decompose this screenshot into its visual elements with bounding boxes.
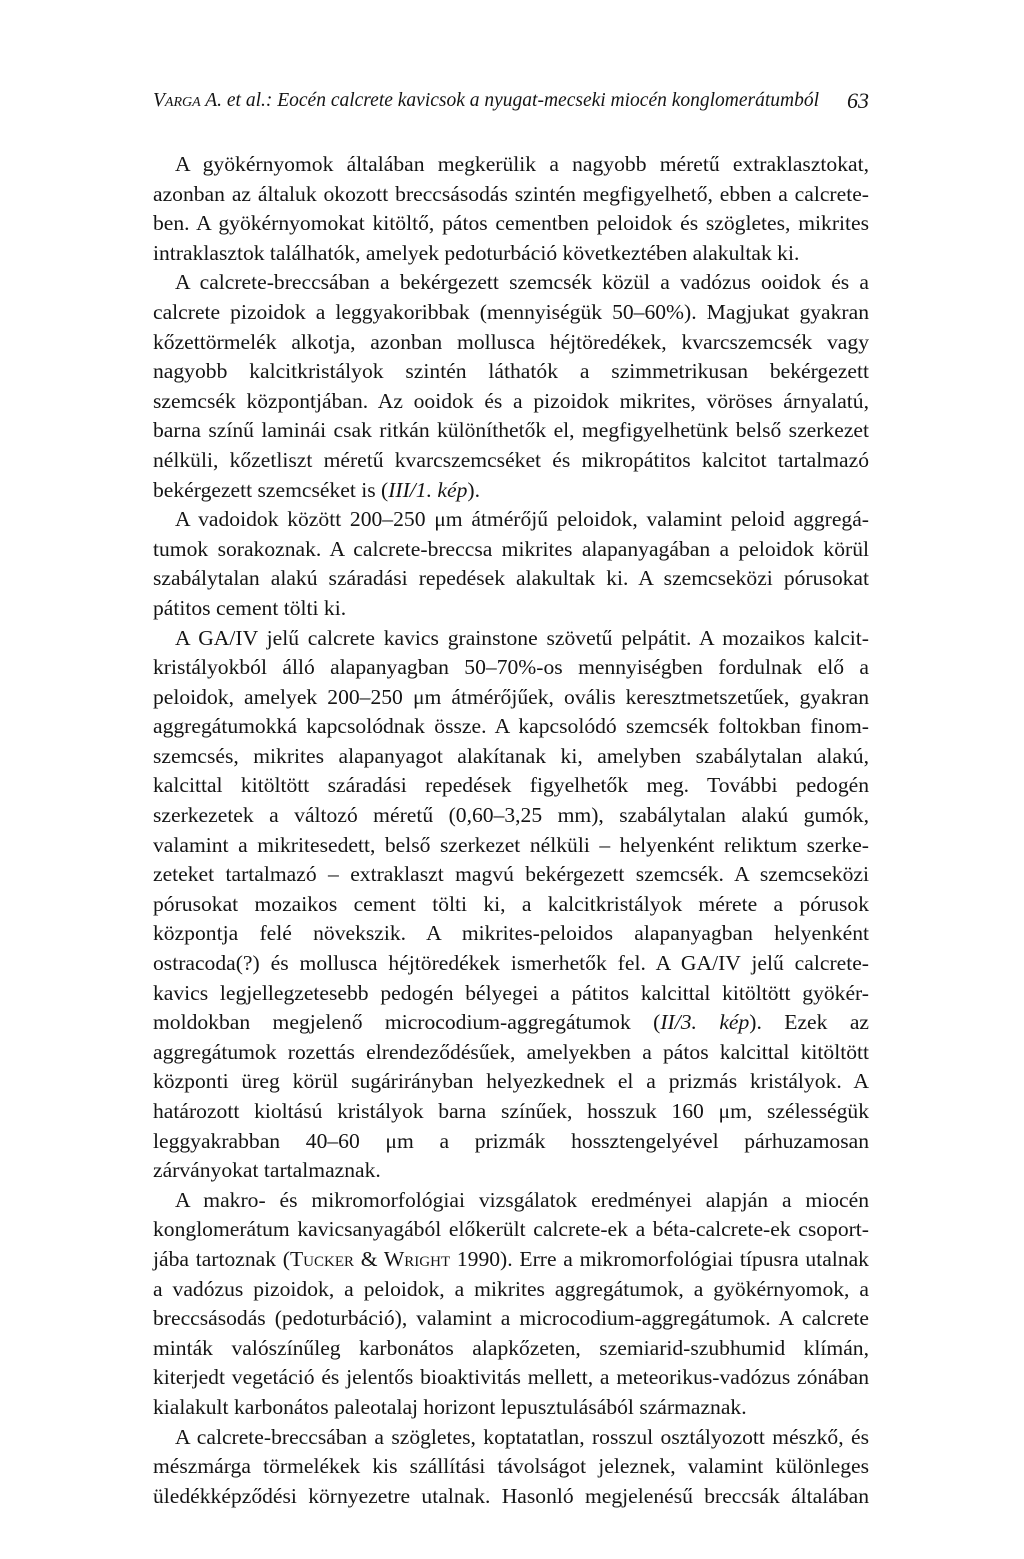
paragraph [153, 624, 869, 1186]
running-head-title: et al.: Eocén calcrete kavicsok a nyugat-mecseki miocén konglomerátumból [222, 90, 820, 111]
text-line: calcrete pizoidok a leggyakoribbak (mennyiségük 50–60%). Magjukat gyakran [153, 299, 869, 324]
text-line: leggyakrabban 40–60 μm a prizmák hossztengelyével párhuzamosan [153, 1128, 869, 1153]
text-line: intraklasztok találhatók, amelyek pedoturbáció következtében alakultak ki. [153, 240, 800, 265]
text-line: aggregátumokká kapcsolódnak össze. A kapcsolódó szemcsék foltokban finom- [153, 714, 869, 739]
text-line: kiterjedt vegetáció és jelentős bioaktivitás mellett, a meteorikus-vadózus zónában [153, 1365, 869, 1390]
text-line: üledékképződési környezetre utalnak. Hasonló megjelenésű breccsák általában [153, 1483, 869, 1508]
text-line: szerkezetek a változó méretű (0,60–3,25 mm), szabálytalan alakú gumók, [153, 803, 869, 828]
text-line: tumok sorakoznak. A calcrete-breccsa mikrites alapanyagában a peloidok körül [153, 536, 869, 561]
text-line: A calcrete-breccsában a bekérgezett szemcsék közül a vadózus ooidok és a [175, 270, 869, 295]
body-text [153, 150, 869, 1511]
text-line: breccsásodás (pedoturbáció), valamint a microcodium-aggregátumok. A calcrete [153, 1306, 869, 1331]
text-line: kőzettörmelék alkotja, azonban mollusca héjtöredékek, kvarcszemcsék vagy [153, 329, 869, 354]
text-line: konglomerátum kavicsanyagából előkerült calcrete-ek a béta-calcrete-ek csoport- [153, 1217, 869, 1242]
paragraph [153, 268, 869, 505]
text-line: ben. A gyökérnyomokat kitöltő, pátos cementben peloidok és szögletes, mikrites [153, 211, 869, 236]
paragraph [153, 150, 869, 268]
text-line: szabálytalan alakú száradási repedések alakultak ki. A szemcseközi pórusokat [153, 566, 869, 591]
text-line: nélküli, kőzetliszt méretű kvarcszemcséket és mikropátitos kalcitot tartalmazó [153, 447, 869, 472]
text-line: szemcsés, mikrites alapanyagot alakítanak ki, amelyben szabálytalan alakú, [153, 743, 869, 768]
text-line: azonban az általuk okozott breccsásodás szintén megfigyelhető, ebben a calcrete- [153, 181, 869, 206]
text-line: minták valószínűleg karbonátos alapkőzeten, szemiarid-szubhumid klímán, [153, 1335, 869, 1360]
text-line: kristályokból álló alapanyagban 50–70%-os mennyiségben fordulnak elő a [153, 655, 869, 680]
text-line: központja felé növekszik. A mikrites-peloidos alapanyagban helyenként [153, 921, 869, 946]
text-line: valamint a mikritesedett, belső szerkezet nélküli – helyenként reliktum szerke- [153, 832, 869, 857]
running-head [153, 86, 869, 116]
text-line: zeteket tartalmazó – extraklaszt magvú bekérgezett szemcsék. A szemcseközi [153, 862, 869, 887]
text-line: nagyobb kalcitkristályok szintén láthatók a szimmetrikusan bekérgezett [153, 359, 869, 384]
running-head-author: Varga A. [153, 90, 222, 111]
text-line: kavics legjellegzetesebb pedogén bélyegei a pátitos kalcittal kitöltött gyökér- [153, 980, 869, 1005]
text-line: pátitos cement tölti ki. [153, 595, 347, 620]
paragraph [153, 505, 869, 623]
text-line: szemcsék központjában. Az ooidok és a pizoidok mikrites, vöröses árnyalatú, [153, 388, 869, 413]
text-line: kalcittal kitöltött száradási repedések figyelhetők meg. További pedogén [153, 773, 869, 798]
text-line: A vadoidok között 200–250 μm átmérőjű peloidok, valamint peloid aggregá- [175, 507, 869, 532]
text-line: mészmárga törmelékek kis szállítási távolságot jeleznek, valamint különleges [153, 1454, 869, 1479]
page-number: 63 [847, 88, 869, 113]
text-line: A gyökérnyomok általában megkerülik a nagyobb méretű extraklasztokat, [175, 152, 869, 176]
text-line: A GA/IV jelű calcrete kavics grainstone szövetű pelpátit. A mozaikos kalcit- [175, 625, 869, 650]
text-line: aggregátumok rozettás elrendeződésűek, amelyekben a pátos kalcittal kitöltött [153, 1039, 869, 1064]
text-line: jába tartoznak (Tucker & Wright 1990). Erre a mikromorfológiai típusra utalnak [153, 1246, 869, 1271]
text-line: A calcrete-breccsában a szögletes, koptatatlan, rosszul osztályozott mészkő, és [175, 1424, 869, 1449]
text-line: moldokban megjelenő microcodium-aggregátumok (II/3. kép). Ezek az [153, 1010, 870, 1035]
text-line: a vadózus pizoidok, a peloidok, a mikrites aggregátumok, a gyökérnyomok, a [153, 1276, 869, 1301]
text-line: pórusokat mozaikos cement tölti ki, a kalcitkristályok mérete a pórusok [153, 891, 869, 916]
paragraph [153, 1423, 869, 1512]
text-line: peloidok, amelyek 200–250 μm átmérőjűek, ovális keresztmetszetűek, gyakran [153, 684, 869, 709]
text-line: zárványokat tartalmaznak. [153, 1158, 381, 1183]
text-line: ostracoda(?) és mollusca héjtöredékek ismerhetők fel. A GA/IV jelű calcrete- [153, 951, 869, 976]
text-line: bekérgezett szemcséket is (III/1. kép). [153, 477, 480, 502]
text-line: barna színű laminái csak ritkán különíthetők el, megfigyelhetünk belső szerkezet [153, 418, 869, 443]
text-line: kialakult karbonátos paleotalaj horizont lepusztulásából származnak. [153, 1394, 747, 1419]
text-line: A makro- és mikromorfológiai vizsgálatok eredményei alapján a miocén [175, 1187, 869, 1212]
text-line: központi üreg körül sugárirányban helyezkednek el a prizmás kristályok. A [153, 1069, 869, 1094]
text-line: határozott kioltású kristályok barna színűek, hosszuk 160 μm, szélességük [153, 1099, 869, 1123]
paragraph [153, 1186, 869, 1423]
